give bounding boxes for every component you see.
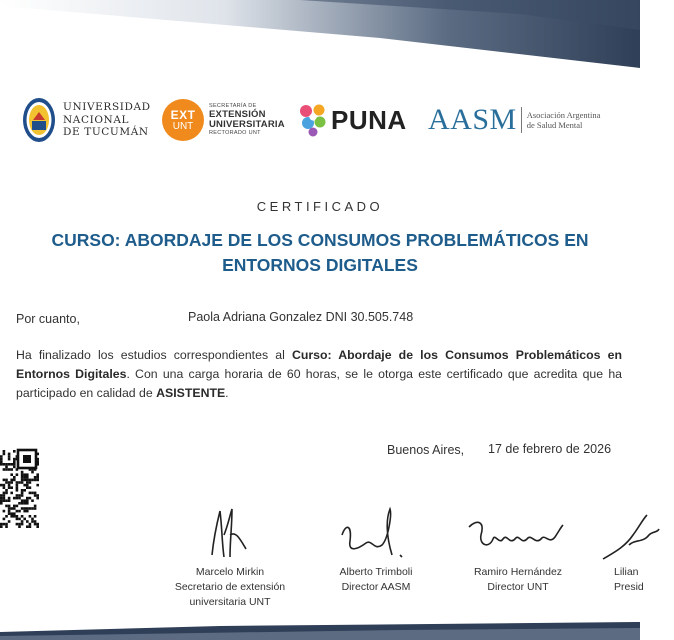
university-seal-icon — [22, 97, 56, 143]
unt-line-2: NACIONAL — [63, 113, 130, 126]
signature-block-3 — [458, 505, 578, 595]
puna-name: PUNA — [331, 104, 407, 135]
signature-block-4 — [584, 505, 674, 595]
extension-mark-sub: UNT — [172, 120, 194, 132]
body-part-1: Ha finalizado los estudios correspondientes al — [16, 348, 292, 362]
course-title: CURSO: ABORDAJE DE LOS CONSUMOS PROBLEMÁTICOS EN ENTORNOS DIGITALES — [51, 230, 589, 275]
certificate-heading: CERTIFICADO — [256, 199, 384, 214]
signatory-2-role-line-1: Director AASM — [341, 581, 411, 593]
aasm-name: AASM — [428, 103, 517, 136]
unt-line-1: UNIVERSIDAD — [63, 101, 151, 114]
aasm-sub-line-2: de Salud Mental — [526, 120, 583, 130]
body-course-name: Curso: Abordaje de los Consumos Problemáticos en Entornos Digitales — [16, 348, 622, 381]
signature-block-2 — [316, 505, 436, 595]
body-role: ASISTENTE — [156, 386, 226, 400]
logos-row — [0, 92, 640, 148]
body-part-2: . Con una carga horaria de 60 horas, se le otorga este certificado que acredita que ha participado en calidad de — [16, 367, 622, 400]
unt-logo — [22, 92, 151, 148]
signatory-2-name: Alberto Trimboli — [339, 566, 413, 578]
signature-image-2 — [336, 505, 416, 563]
unt-line-3: DE TUCUMÁN — [63, 126, 149, 139]
issue-date: 17 de febrero de 2026 — [488, 442, 612, 456]
puna-logo — [298, 92, 407, 148]
por-cuanto-label: Por cuanto, — [16, 312, 80, 326]
signature-image-4 — [599, 505, 659, 563]
signature-image-3 — [463, 505, 573, 563]
aasm-divider — [521, 107, 522, 133]
unt-name — [63, 101, 151, 139]
signatory-3-role-line-1: Director UNT — [487, 581, 549, 593]
signatory-3-name: Ramiro Hernández — [473, 566, 563, 578]
recipient-name: Paola Adriana Gonzalez DNI 30.505.748 — [188, 310, 414, 324]
aasm-subtitle — [527, 110, 601, 130]
extension-line-4: RECTORADO UNT — [209, 130, 261, 136]
aasm-sub-line-1: Asociación Argentina — [526, 110, 601, 120]
signatory-1-role-line-1: Secretario de extensión — [174, 581, 286, 593]
extension-mark-text: EXT — [170, 107, 196, 122]
signatory-4-name: Lilian — [614, 566, 639, 578]
issue-place: Buenos Aires, — [387, 443, 465, 457]
aasm-logo — [428, 92, 600, 148]
extension-line-2: EXTENSIÓN — [209, 109, 266, 120]
bottom-decorative-band — [0, 622, 640, 640]
signatory-4-role-line-1: Presid — [614, 581, 644, 593]
body-part-3: . — [225, 386, 229, 400]
extension-name — [209, 103, 285, 137]
top-decorative-band — [0, 0, 640, 70]
extension-line-3: UNIVERSITARIA — [209, 119, 285, 130]
extension-line-1: SECRETARÍA DE — [209, 103, 257, 109]
signature-block-1 — [160, 505, 300, 610]
extension-logo — [162, 92, 285, 148]
signature-image-1 — [200, 505, 260, 563]
puna-puzzle-icon — [298, 103, 328, 137]
signatory-1-name: Marcelo Mirkin — [195, 566, 265, 578]
extension-circle-mark — [162, 99, 204, 141]
qr-code-icon — [0, 450, 38, 528]
certificate-body — [16, 346, 622, 403]
signatory-1-role-line-2: universitaria UNT — [189, 596, 271, 608]
